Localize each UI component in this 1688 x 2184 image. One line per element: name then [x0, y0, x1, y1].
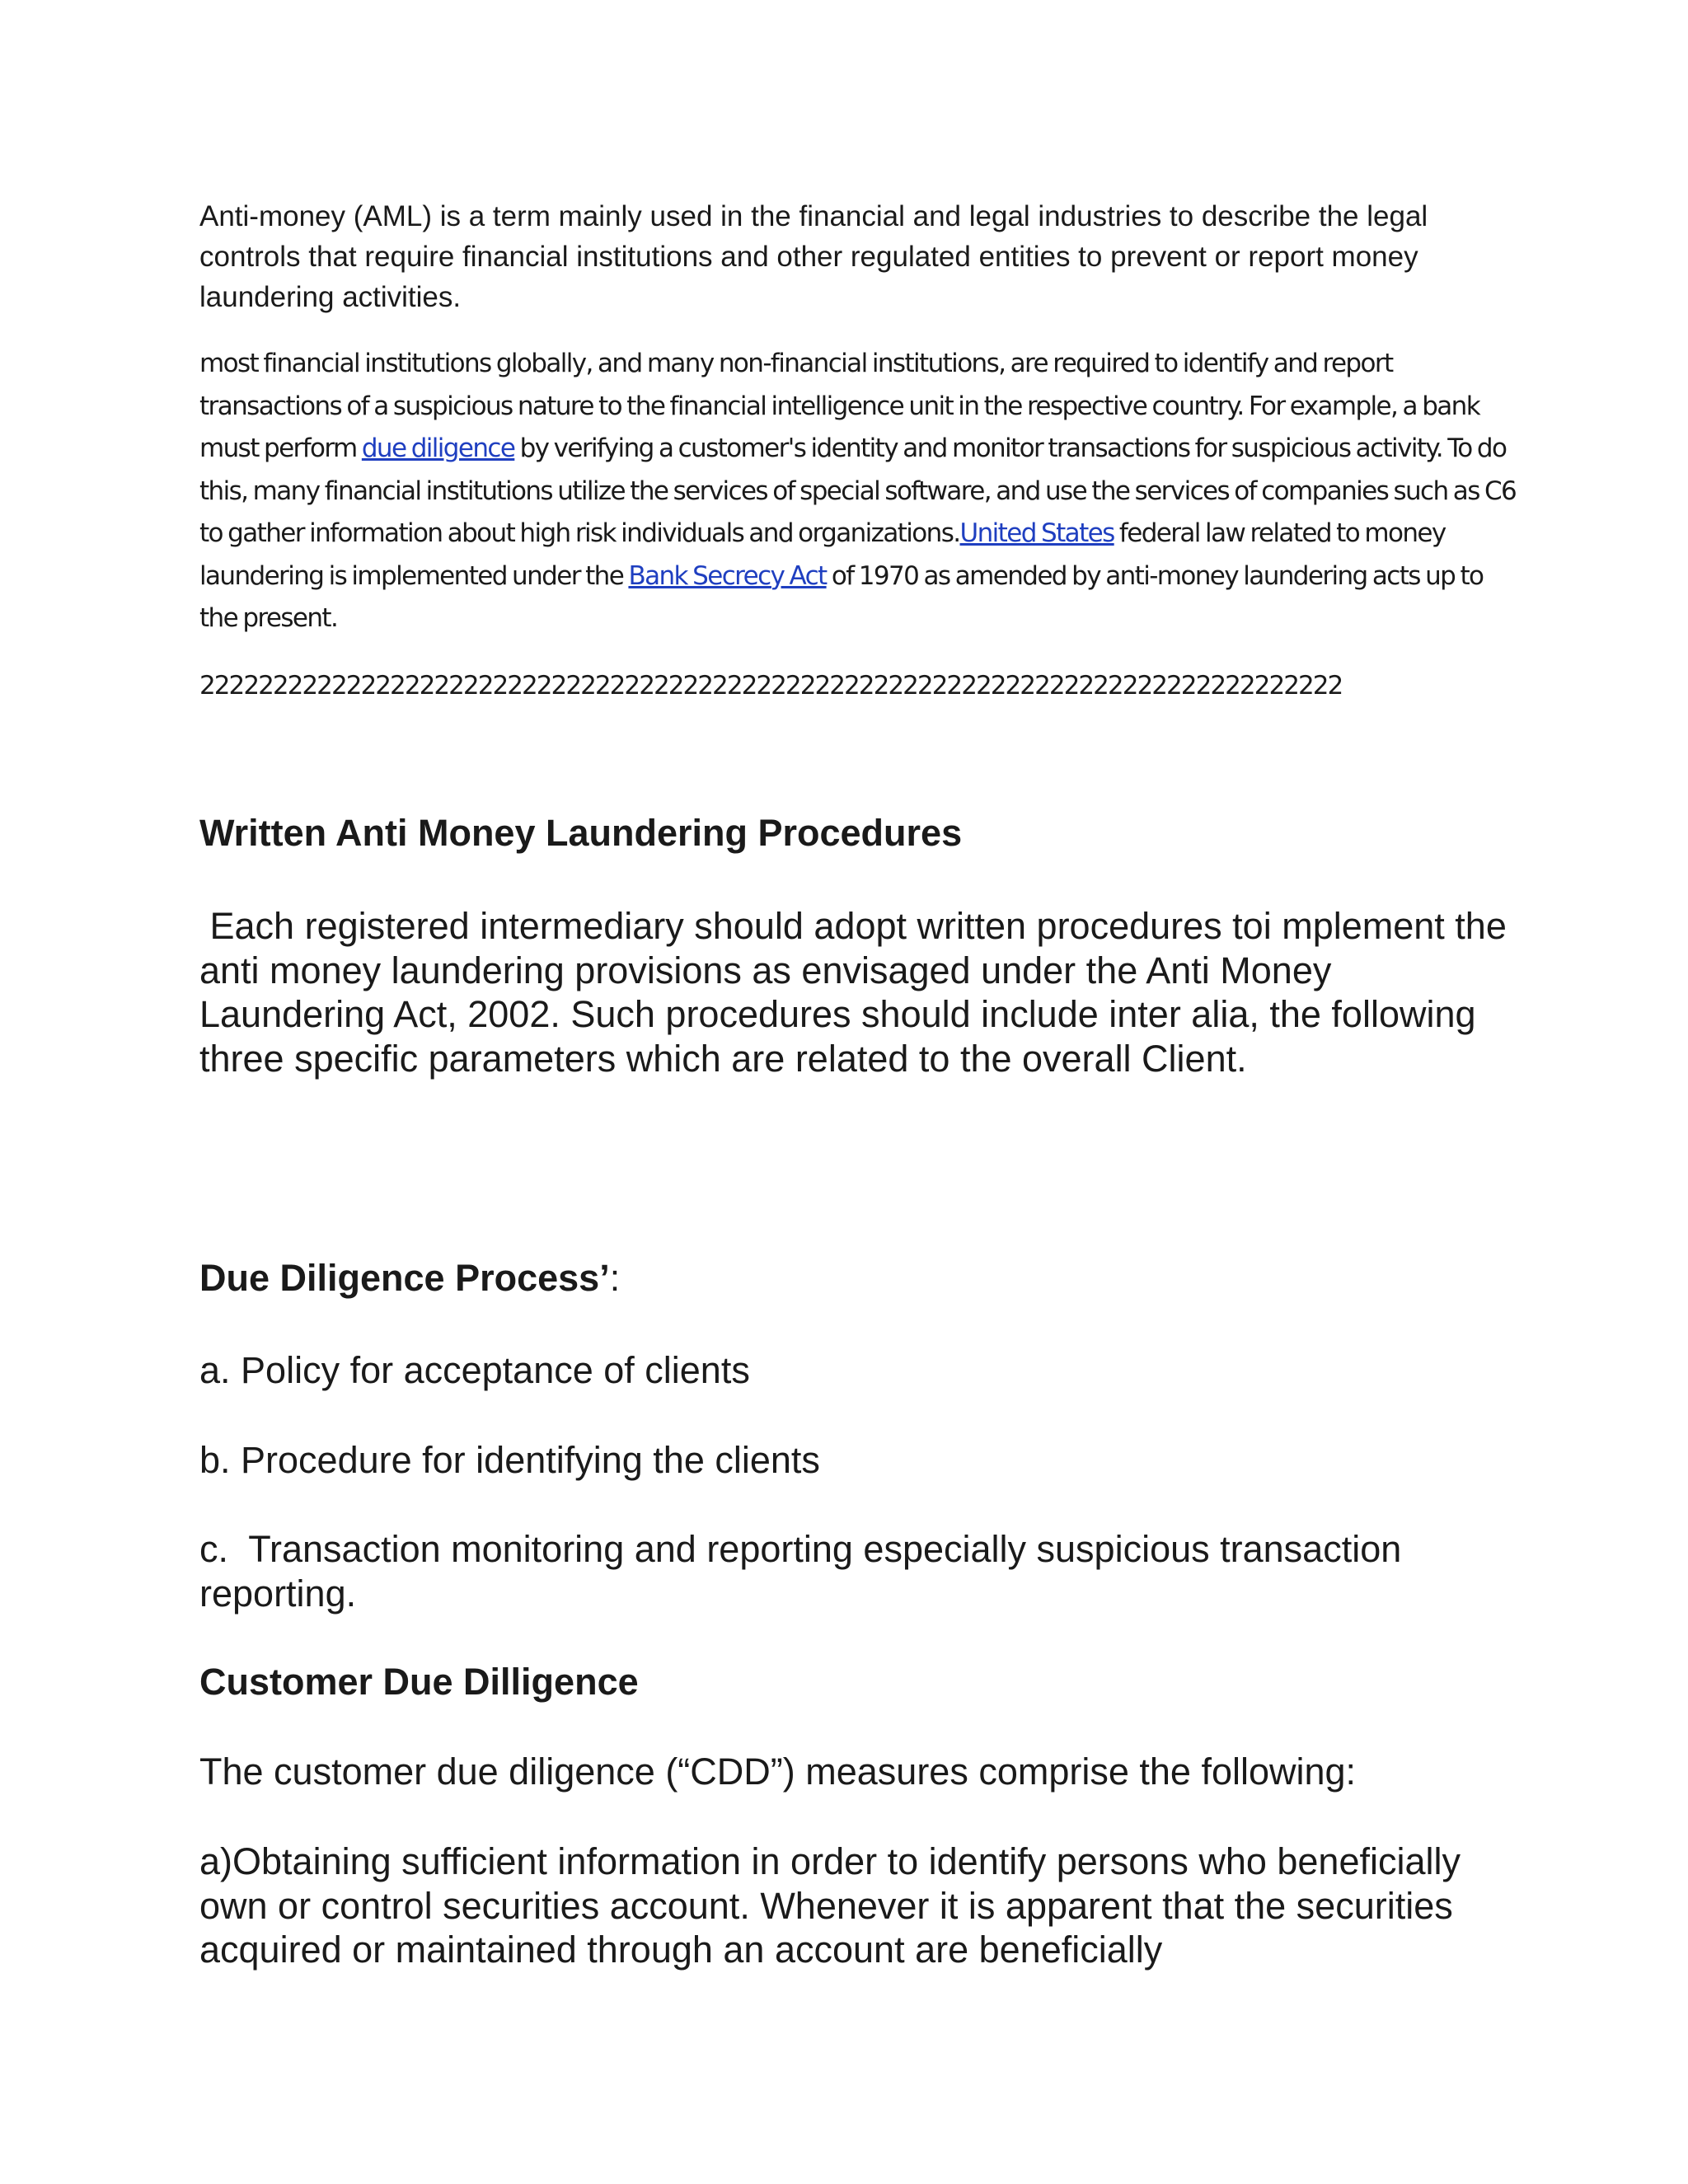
bank-secrecy-act-link[interactable]: Bank Secrecy Act — [628, 560, 827, 591]
institutions-text-2: by verifying a customer's identity and monitor transactions for suspicious activity. To do this, many financial institutions utilize the services of special software, and use the services of companies such as C6 to gather information about high risk individuals and organizations. — [199, 434, 1517, 548]
institutions-paragraph — [199, 343, 1518, 640]
heading-due-diligence-text: Due Diligence Process’ — [199, 1257, 610, 1299]
heading-customer-due-diligence: Customer Due Dilligence — [199, 1661, 639, 1703]
institutions-text-1: most financial institutions globally, and many non-financial institutions, are required to identify and report transactions of a suspicious nature to the financial intelligence unit in the respective country. For example, a bank must perform — [199, 349, 1480, 463]
repeated-digits-line: 222222222222222222222222222222222222222222222222222222222222222222222222222222 — [199, 671, 1343, 701]
united-states-link[interactable]: United States — [959, 518, 1114, 548]
list-item-c: c. Transaction monitoring and reporting especially suspicious transaction reporting. — [199, 1528, 1412, 1615]
institutions-text-3: federal law related to money laundering is implemented under the — [199, 518, 1446, 591]
heading-written-procedures: Written Anti Money Laundering Procedures — [199, 812, 963, 854]
heading-due-diligence-process — [199, 1255, 620, 1301]
heading-due-diligence-colon: : — [609, 1257, 621, 1299]
procedures-paragraph: Each registered intermediary should adopt written procedures toi mplement the anti money laundering provisions as envisaged under the Anti Money Laundering Act, 2002. Such procedures should include inter alia, the following three specific parameters which are related to the overall Client. — [199, 905, 1517, 1080]
cdd-intro: The customer due diligence (“CDD”) measures comprise the following: — [199, 1750, 1357, 1793]
intro-paragraph: Anti-money (AML) is a term mainly used in the financial and legal industries to describe the legal controls that require financial institutions and other regulated entities to prevent or report money laundering activities. — [199, 200, 1428, 313]
institutions-text-4: of 1970 as amended by anti-money laundering acts up to the present. — [199, 560, 1484, 633]
cdd-item-a: a)Obtaining sufficient information in order to identify persons who beneficially own or control securities account. Whenever it is apparent that the securities acquired or maintained through an account are beneficially — [199, 1840, 1461, 1971]
list-item-b: b. Procedure for identifying the clients — [199, 1439, 820, 1481]
due-diligence-link[interactable]: due diligence — [361, 434, 515, 463]
list-item-a: a. Policy for acceptance of clients — [199, 1349, 750, 1391]
